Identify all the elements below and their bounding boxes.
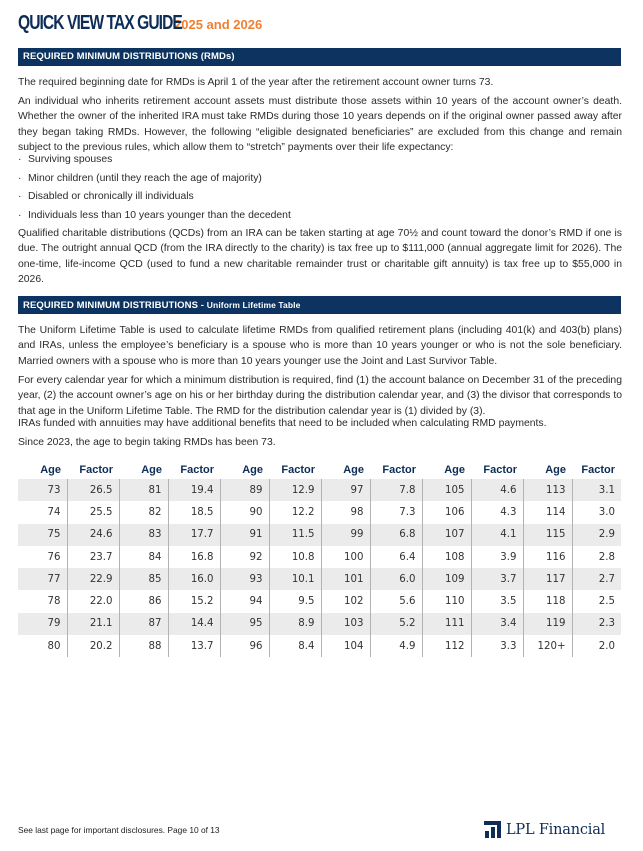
table-body	[18, 479, 621, 657]
section-heading-rmds: REQUIRED MINIMUM DISTRIBUTIONS (RMDs)	[18, 48, 621, 66]
factor-cell: 6.4	[370, 546, 422, 568]
factor-cell: 24.6	[67, 524, 119, 546]
factor-cell: 5.2	[370, 613, 422, 635]
factor-cell: 13.7	[168, 635, 220, 657]
age-cell: 119	[523, 613, 572, 635]
disclosure-note: See last page for important disclosures. Page 10 of 13	[18, 825, 220, 835]
factor-cell: 16.8	[168, 546, 220, 568]
table-row	[18, 501, 621, 523]
age-cell: 102	[321, 590, 370, 612]
age-cell: 112	[422, 635, 471, 657]
section-heading-main: REQUIRED MINIMUM DISTRIBUTIONS -	[23, 300, 207, 311]
factor-cell: 22.0	[67, 590, 119, 612]
table-header-row	[18, 461, 621, 479]
factor-cell: 10.8	[269, 546, 321, 568]
factor-cell: 8.4	[269, 635, 321, 657]
table-row	[18, 546, 621, 568]
factor-cell: 2.8	[598, 551, 615, 563]
age-cell: 117	[523, 568, 572, 590]
age-cell: 109	[422, 568, 471, 590]
factor-cell: 17.7	[168, 524, 220, 546]
table-row	[18, 524, 621, 546]
age-cell: 107	[422, 524, 471, 546]
age-cell: 74	[18, 501, 67, 523]
factor-cell: 12.9	[269, 479, 321, 501]
factor-cell: 4.6	[471, 479, 523, 501]
table-row	[18, 635, 621, 657]
qcd-text: Qualified charitable distributions (QCDs) from an IRA can be taken starting at age 70½ and count toward the donor’s RMD if one is due. The outright annual QCD (from the IRA directly to the charity) is tax free up to $111,000 (annual aggregate limit for 2026). The one-time, life-income QCD (used to fund a new charitable remainder trust or charitable gift annuity) is tax free up to $55,000 in 2026.	[18, 228, 622, 286]
bullet-icon: ·	[18, 209, 22, 221]
age-cell: 113	[523, 479, 572, 501]
factor-cell: 5.6	[370, 590, 422, 612]
factor-cell: 9.5	[269, 590, 321, 612]
age-cell: 90	[220, 501, 269, 523]
factor-cell: 26.5	[67, 479, 119, 501]
factor-cell: 12.2	[269, 501, 321, 523]
age-cell: 91	[220, 524, 269, 546]
age-cell: 89	[220, 479, 269, 501]
column-header-age: Age	[545, 464, 566, 476]
factor-cell: 2.7	[572, 568, 621, 590]
column-header-factor: Factor	[382, 464, 416, 476]
table-row	[18, 590, 621, 612]
age-cell: 111	[422, 613, 471, 635]
section-heading-sub: Uniform Lifetime Table	[206, 300, 301, 310]
age-cell: 103	[321, 613, 370, 635]
page-header	[18, 12, 262, 38]
age-cell: 77	[18, 568, 67, 590]
guide-title: QUICK VIEW TAX GUIDE	[18, 12, 182, 34]
age-cell: 93	[220, 568, 269, 590]
age-cell: 98	[321, 501, 370, 523]
factor-cell: 4.9	[370, 635, 422, 657]
rmd-age-note-text: Since 2023, the age to begin taking RMDs has been 73.	[18, 437, 276, 448]
list-item-text: Individuals less than 10 years younger than the decedent	[28, 209, 291, 221]
column-header-age: Age	[40, 464, 61, 476]
logo-text: LPL Financial	[506, 821, 606, 838]
column-header-factor: Factor	[483, 464, 517, 476]
column-header-age: Age	[444, 464, 465, 476]
factor-cell: 7.3	[370, 501, 422, 523]
age-cell: 108	[422, 546, 471, 568]
factor-cell: 18.5	[168, 501, 220, 523]
age-cell: 82	[119, 501, 168, 523]
age-cell: 110	[422, 590, 471, 612]
lpl-logo-icon	[484, 821, 501, 838]
age-cell: 105	[422, 479, 471, 501]
age-cell: 106	[422, 501, 471, 523]
list-item	[18, 208, 618, 227]
age-cell: 118	[523, 590, 572, 612]
age-cell: 115	[523, 524, 572, 546]
list-item-text: Disabled or chronically ill individuals	[28, 191, 194, 202]
eligible-beneficiaries-list	[18, 152, 618, 226]
list-item-text: Minor children (until they reach the age of majority)	[28, 172, 262, 184]
factor-cell: 10.1	[269, 568, 321, 590]
factor-cell: 25.5	[67, 501, 119, 523]
table-row	[18, 568, 621, 590]
list-item	[18, 152, 618, 171]
column-header-age: Age	[242, 464, 263, 476]
age-cell: 87	[119, 613, 168, 635]
factor-cell: 3.0	[598, 506, 615, 518]
age-cell: 81	[119, 479, 168, 501]
factor-cell: 4.1	[471, 524, 523, 546]
factor-cell: 15.2	[168, 590, 220, 612]
age-cell: 78	[18, 590, 67, 612]
age-cell: 84	[119, 546, 168, 568]
factor-cell: 2.3	[572, 613, 621, 635]
rmd-calculation-text: For every calendar year for which a minimum distribution is required, find (1) the account balance on December 31 of the preceding year, (2) the account owner’s age on his or her birthday during the distribution calendar year, and (3) the divisor that corresponds to that age in the Uniform Lifetime Table. The RMD for the distribution calendar year is (1) divided by (3).	[18, 375, 622, 417]
guide-years: 2025 and 2026	[174, 17, 263, 32]
factor-cell: 3.9	[471, 546, 523, 568]
lpl-financial-logo	[484, 821, 605, 838]
age-cell: 101	[321, 568, 370, 590]
age-cell: 116	[523, 546, 572, 568]
column-header-factor: Factor	[180, 464, 214, 476]
factor-cell: 3.7	[471, 568, 523, 590]
age-cell: 96	[220, 635, 269, 657]
factor-cell: 3.5	[471, 590, 523, 612]
factor-cell: 20.2	[67, 635, 119, 657]
factor-cell: 11.5	[269, 524, 321, 546]
factor-cell: 21.1	[67, 613, 119, 635]
factor-cell: 23.7	[67, 546, 119, 568]
age-cell: 75	[18, 524, 67, 546]
age-cell: 80	[18, 635, 67, 657]
age-cell: 95	[220, 613, 269, 635]
annuity-note-text: IRAs funded with annuities may have additional benefits that need to be included when calculating RMD payments.	[18, 418, 547, 429]
age-cell: 88	[119, 635, 168, 657]
column-header-age: Age	[343, 464, 364, 476]
age-cell: 120+	[523, 635, 572, 657]
column-header-age: Age	[141, 464, 162, 476]
inherited-assets-text: An individual who inherits retirement account assets must distribute those assets within 10 years of the account owner’s death. Whether the owner of the inherited IRA must take RMDs during those 10 years depends on if the original owner passed away after they began taking RMDs. However, the following “eligible designated beneficiaries” are excluded from this change and remain subject to the previous rules, which allow them to “stretch” payments over their life expectancy:	[18, 96, 622, 154]
column-header-factor: Factor	[581, 464, 615, 476]
uniform-table-intro-text: The Uniform Lifetime Table is used to calculate lifetime RMDs from qualified retirement plans (including 401(k) and 403(b) plans) and IRAs, unless the employee’s beneficiary is a spouse who is more than 10 years younger or who is not the sole beneficiary. Married owners with a spouse who is more than 10 years younger use the Joint and Last Survivor Table.	[18, 325, 622, 367]
rmd-beginning-date-text: The required beginning date for RMDs is April 1 of the year after the retirement account owner turns 73.	[18, 77, 494, 88]
factor-cell: 2.0	[598, 640, 615, 652]
age-cell: 97	[321, 479, 370, 501]
age-cell: 85	[119, 568, 168, 590]
factor-cell: 4.3	[471, 501, 523, 523]
factor-cell: 3.4	[471, 613, 523, 635]
bullet-icon: ·	[18, 191, 22, 202]
factor-cell: 16.0	[168, 568, 220, 590]
factor-cell: 2.9	[572, 524, 621, 546]
age-cell: 92	[220, 546, 269, 568]
factor-cell: 19.4	[168, 479, 220, 501]
list-item	[18, 189, 618, 208]
factor-cell: 3.1	[572, 479, 621, 501]
age-cell: 114	[523, 501, 572, 523]
bullet-icon: ·	[18, 154, 22, 165]
list-item	[18, 171, 618, 190]
bullet-icon: ·	[18, 172, 22, 184]
uniform-lifetime-table	[18, 461, 621, 657]
table-row	[18, 613, 621, 635]
age-cell: 100	[321, 546, 370, 568]
table-row	[18, 479, 621, 501]
age-cell: 99	[321, 524, 370, 546]
factor-cell: 14.4	[168, 613, 220, 635]
age-cell: 104	[321, 635, 370, 657]
section-heading-uniform-lifetime-table	[18, 296, 621, 314]
factor-cell: 2.5	[598, 596, 615, 608]
age-cell: 79	[18, 613, 67, 635]
factor-cell: 6.0	[370, 568, 422, 590]
age-cell: 76	[18, 546, 67, 568]
age-cell: 94	[220, 590, 269, 612]
factor-cell: 8.9	[269, 613, 321, 635]
column-header-factor: Factor	[79, 464, 113, 476]
age-cell: 83	[119, 524, 168, 546]
factor-cell: 6.8	[370, 524, 422, 546]
age-cell: 86	[119, 590, 168, 612]
age-cell: 73	[18, 479, 67, 501]
factor-cell: 7.8	[370, 479, 422, 501]
column-header-factor: Factor	[281, 464, 315, 476]
factor-cell: 3.3	[471, 635, 523, 657]
factor-cell: 22.9	[67, 568, 119, 590]
list-item-text: Surviving spouses	[28, 154, 113, 165]
